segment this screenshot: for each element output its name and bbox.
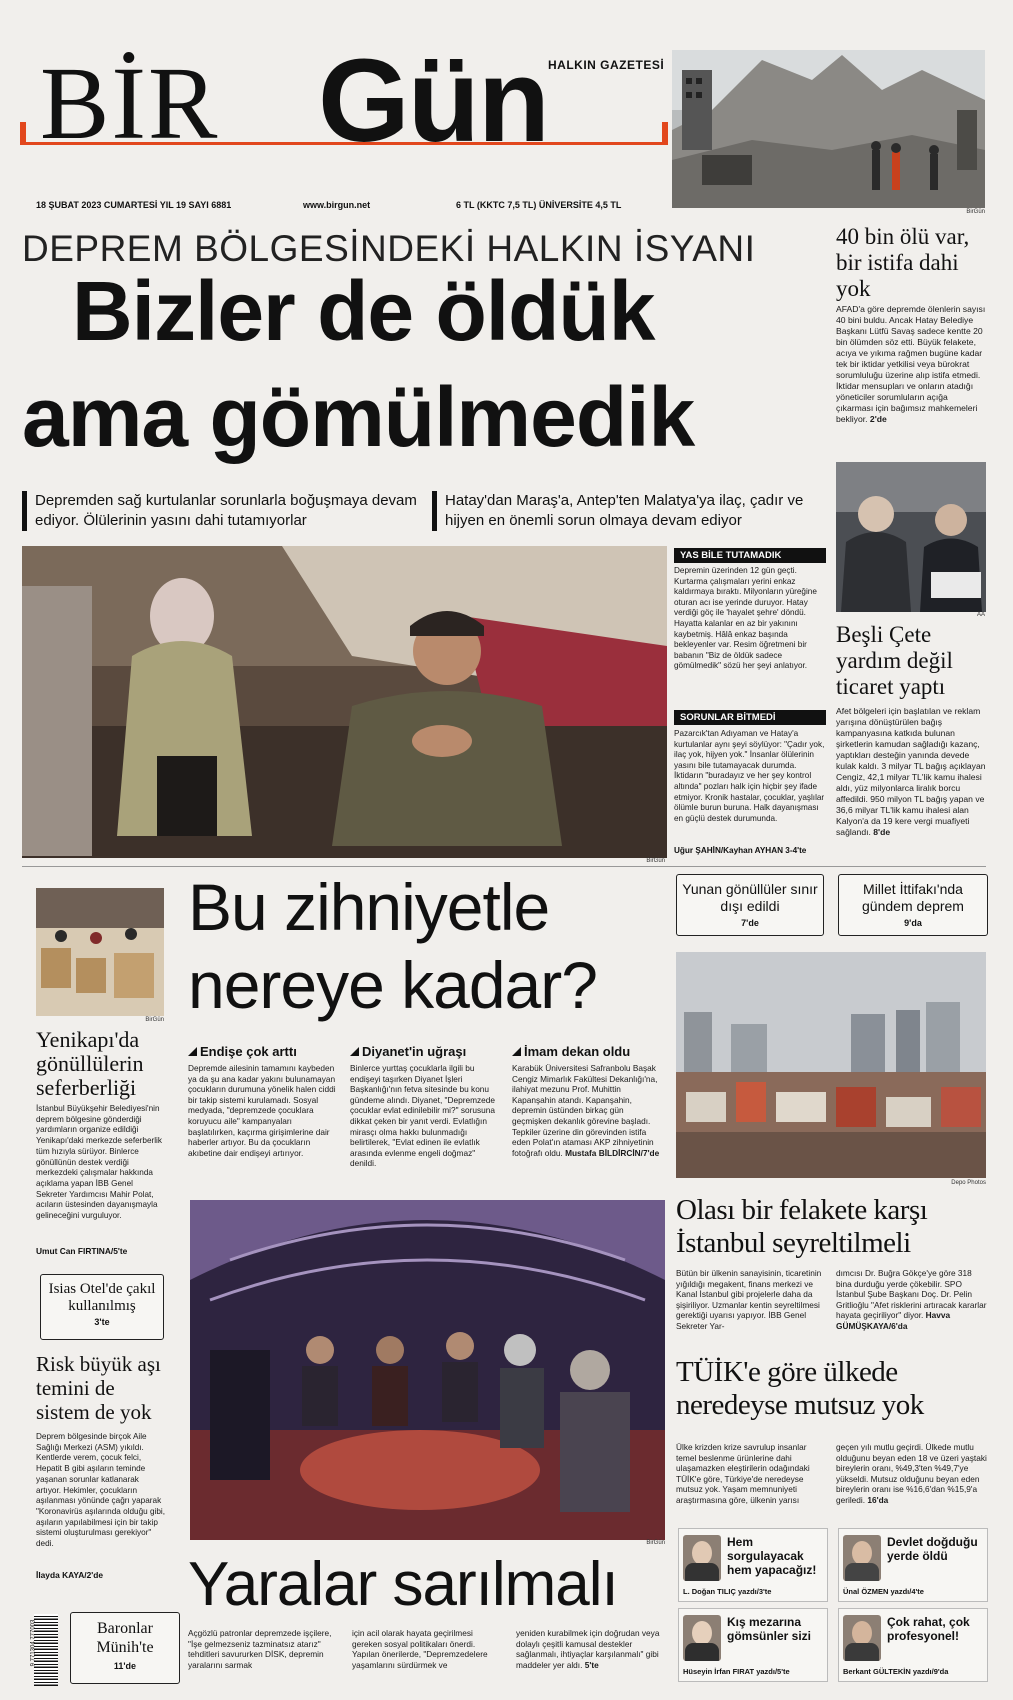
columnist-title-3: Kış mezarına gömsünler sizi (727, 1615, 812, 1643)
rubble-photo-credit: BirGün (966, 209, 985, 215)
columnist-title-4: Çok rahat, çok profesyonel! (887, 1615, 970, 1643)
columnist-card-1[interactable] (678, 1528, 828, 1602)
press-photo-credit: AA (976, 612, 985, 618)
millet-box[interactable] (838, 874, 988, 936)
right-top-text (836, 304, 986, 425)
tuik-headline: TÜİK'e göre ülkede neredeyse mutsuz yok (676, 1356, 924, 1421)
barcode-text: 9 771304 777003 (30, 1619, 37, 1667)
columnist-title-2: Devlet doğduğu yerde öldü (887, 1535, 978, 1563)
middle-headline: Bu zihniyetle nereye kadar? (188, 870, 597, 1022)
tuik-ref: 16'da (867, 1494, 889, 1505)
lead-headline-1: Bizler de öldük (72, 264, 655, 358)
tuik-text-right-body: geçen yılı mutlu geçirdi. Ülkede mutlu olduğunu beyan eden 18 ve üzeri yaştaki bireylerin oranı, %49,3'ten %49,7'ye yükseldi. Mutsuz olduğunu beyan eden bireylerin oranı ise %16,6'dan %15,9'a geriledi. (836, 1442, 987, 1505)
baronlar-box[interactable] (70, 1612, 180, 1684)
isias-box-ref: 3'te (94, 1317, 110, 1327)
middle-col-3-text (512, 1063, 664, 1158)
right-top-headline: 40 bin ölü var, bir istifa dahi yok (836, 224, 970, 301)
yunan-box-title: Yunan gönüllüler sınır dışı edildi (682, 881, 818, 914)
istanbul-text-right (836, 1268, 988, 1332)
millet-box-title: Millet İttifakı'nda gündem deprem (862, 881, 964, 914)
lead-side-text-2: Pazarcık'tan Adıyaman ve Hatay'a kurtulanlar aynı şeyi söylüyor: "Çadır yok, ilaç yok, hijyen yok." İnsanlar ölülerinin yasını bile tutamayacak durumda. İktidarın "buradayız ve her şey kontrol altında" pozları halk için hiçbir şey ifade etmiyor. Kronik hastalar, çocuklar, yaşlılar ölümle burun buruna. Halk dayanışması en güçlü destek durumunda. (674, 729, 825, 823)
logo-bold: Gün (318, 35, 548, 167)
middle-col-3 (512, 1044, 664, 1158)
website[interactable]: www.birgun.net (303, 200, 371, 210)
left-byline: Umut Can FIRTINA/5'te (36, 1246, 128, 1256)
columnist-card-3[interactable] (678, 1608, 828, 1682)
date-line: 18 ŞUBAT 2023 CUMARTESİ YIL 19 SAYI 6881 (36, 200, 232, 210)
lead-side-byline: Uğur ŞAHİN/Kayhan AYHAN 3-4'te (674, 846, 807, 855)
lead-kicker: DEPREM BÖLGESİNDEKİ HALKIN İSYANI (22, 228, 756, 269)
columnist-avatar (683, 1535, 721, 1581)
barcode (34, 1614, 58, 1686)
baronlar-box-title: Baronlar Münih'te (96, 1620, 154, 1656)
columnist-author-4: Berkant GÜLTEKİN yazdı/9'da (843, 1667, 949, 1676)
columnist-author-3: Hüseyin İrfan FIRAT yazdı/5'te (683, 1667, 790, 1676)
bottom-col-3-ref: 5'te (584, 1659, 599, 1670)
tagline: HALKIN GAZETESİ (548, 58, 665, 72)
columnist-avatar (843, 1615, 881, 1661)
rubble-photo (672, 50, 985, 208)
left-byline-2: İlayda KAYA/2'de (36, 1570, 104, 1580)
triangle-icon (512, 1047, 521, 1056)
columnist-avatar (843, 1535, 881, 1581)
volunteers-photo (36, 888, 164, 1016)
columnist-card-2[interactable] (838, 1528, 988, 1602)
lead-headline-2: ama gömülmedik (22, 370, 695, 464)
istanbul-byline: Havva GÜMÜŞKAYA/6'da (836, 1310, 951, 1331)
tuik-text-right (836, 1442, 988, 1506)
columnist-avatar (683, 1615, 721, 1661)
bottom-col-1: Açgözlü patronlar depremzede işçilere, "İşe gelmezseniz tazminatsız atarız" tehditleri savururken DİSK, depremin yaralarını sarmak (188, 1628, 332, 1670)
istanbul-photo-credit: Depo Photos (951, 1180, 986, 1186)
lead-sub-right (432, 491, 840, 531)
left-text: İstanbul Büyükşehir Belediyesi'nin deprem bölgesine gönderdiği yardımların organize edildiği Yenikapı'daki merkezde seferberlik tüm hızıyla sürüyor. Binlerce gönüllünün destek verdiği merkezdeki çalışmalar hakkında açıklama yapan İBB Genel Sekreter Yardımcısı Mahir Polat, acıların üstesinden dayanışmayla gelineceğini vurguluyor. (36, 1104, 162, 1221)
lead-photo-credit: BirGün (646, 858, 665, 864)
right-top-ref: 2'de (869, 414, 887, 424)
middle-col-1 (188, 1044, 336, 1158)
bottom-col-2: için acil olarak hayata geçirilmesi gereken sosyal politikaları önerdi. Yapılan önerilerde, "Depremzedelere yaşamlarını sürdürmek ve (352, 1628, 488, 1670)
divider (22, 866, 986, 867)
middle-col-3-byline: Mustafa BİLDİRCİN/7'de (565, 1147, 660, 1158)
istanbul-headline: Olası bir felakete karşı İstanbul seyreltilmeli (676, 1194, 928, 1259)
yunan-box-ref: 7'de (741, 918, 759, 928)
press-photo (836, 462, 986, 612)
middle-col-3-head-text: İmam dekan oldu (524, 1044, 631, 1059)
middle-col-3-text-body: Karabük Üniversitesi Safranbolu Başak Cengiz Mimarlık Fakültesi Dekanlığı'na, ilahiyat mezunu Prof. Muhittin Kapanşahin atandı. Kapanşahin, depremin üstünden birkaç gün geçmişken dekanlık görevine başladı. Tepkiler üzerine din görevinden istifa eden Polat'ın ataması AKP zihniyetinin fotoğrafı oldu. (512, 1063, 658, 1158)
middle-col-2-head-text: Diyanet'in uğraşı (362, 1044, 467, 1059)
right-top-text-body: AFAD'a göre depremde ölenlerin sayısı 40 bini buldu. Ancak Hatay Belediye Başkanı Lütfü Savaş sadece kentte 20 bin ölümden söz etti. Büyük felakete, acıya ve yıkıma rağmen bugüne kadar tek bir iktidar yetkilisi veya bürokrat sorumluluğu üzerine alıp istifa etmedi. İktidar mensupları ve onların atadığı yöneticiler sorumluların açığa çıkarması için bağımsız mahkemeleri bekliyor. (836, 304, 986, 424)
middle-col-2-head (350, 1044, 498, 1059)
columnist-title-1: Hem sorgulayacak hem yapacağız! (727, 1535, 817, 1577)
isias-box[interactable] (40, 1274, 164, 1340)
left-text-2: Deprem bölgesinde birçok Aile Sağlığı Merkezi (ASM) yıkıldı. Kentlerde verem, çocuk felci, Hepatit B gibi aşıların teminde yaşanan sorunlar katlanarak artıyor. Hekimler, çocukların aşılanması yönünde çağrı yaparak "Koronavirüs aşılarında olduğu gibi, aşıların yapılabilmesi için bir takip sistemi oluşturulması gerekiyor" dedi. (36, 1432, 165, 1549)
bottom-headline: Yaralar sarılmalı (188, 1550, 618, 1619)
middle-col-2 (350, 1044, 498, 1169)
masthead (18, 35, 668, 210)
lead-sub-left (22, 491, 430, 531)
lead-sub-right-text: Hatay'dan Maraş'a, Antep'ten Malatya'ya ilaç, çadır ve hijyen en önemli sorun olmaya devam ediyor (445, 492, 804, 529)
tent-photo (190, 1200, 665, 1540)
isias-box-title: Isias Otel'de çakıl kullanılmış (48, 1281, 156, 1314)
middle-col-3-head (512, 1044, 664, 1059)
middle-col-2-text: Binlerce yurttaş çocuklarla ilgili bu endişeyi taşırken Diyanet İşleri Başkanlığı'nın fetva sitesinde bu konu gündeme alındı. Diyanet, "Depremzede çocuklar evlat edinilebilir mi?" sorusuna dikkat çeken bir yanıt verdi. Evlatlığın mirasçı olma hakkı bulunmadığı belirtilerek, "Evlat edinen ile evlatlık arasında evlenme engeli doğmaz" denildi. (350, 1063, 495, 1169)
lead-sub-left-text: Depremden sağ kurtulanlar sorunlarla boğuşmaya devam ediyor. Ölülerinin yasını dahi tutamıyorlar (35, 492, 417, 529)
columnist-card-4[interactable] (838, 1608, 988, 1682)
lead-side-head-1: YAS BİLE TUTAMADIK (674, 548, 826, 563)
price: 6 TL (KKTC 7,5 TL) ÜNİVERSİTE 4,5 TL (456, 200, 622, 210)
middle-col-1-head-text: Endişe çok arttı (200, 1044, 297, 1059)
bottom-col-3 (516, 1628, 664, 1670)
yunan-box[interactable] (676, 874, 824, 936)
tuik-text-left: Ülke krizden krize savrulup insanlar temel beslenme ürünlerine dahi ulaşamazken eleştirilerin odağındaki TÜİK'e göre, Türkiye'de neredeyse mutsuz yok. Yaşam memnuniyeti araştırmasına göre, ülkenin yarısı (676, 1442, 810, 1505)
bottom-col-3-body: yeniden kurabilmek için doğrudan veya dolaylı çeşitli kamusal destekler sağlanmalı, ihtiyaçlar karşılanmalı" gibi maddeler yer aldı. (516, 1628, 660, 1670)
right-top-headline-2: Beşli Çete yardım değil ticaret yaptı (836, 622, 953, 699)
left-headline-2: Risk büyük aşı temini de sistem de yok (36, 1352, 161, 1424)
columnist-author-1: L. Doğan TILIÇ yazdı/3'te (683, 1587, 772, 1596)
lead-photo (22, 546, 667, 858)
tent-photo-credit: BirGün (646, 1540, 665, 1546)
istanbul-text-left: Bütün bir ülkenin sanayisinin, ticaretinin yığıldığı megakent, finans merkezi ve Kanal İstanbul gibi projelerle daha da şişiriliyor. Uzmanlar kentin seyreltilmesi gerektiği uyarısı yapıyor. İBB Genel Sekreter Yar- (676, 1268, 822, 1331)
volunteers-photo-credit: BirGün (145, 1017, 164, 1023)
right-top-text-2 (836, 706, 986, 838)
triangle-icon (188, 1047, 197, 1056)
lead-side-column (674, 548, 826, 858)
baronlar-box-ref: 11'de (113, 1661, 137, 1671)
left-headline: Yenikapı'da gönüllülerin seferberliği (36, 1027, 144, 1100)
triangle-icon (350, 1047, 359, 1056)
istanbul-photo (676, 952, 986, 1178)
middle-col-1-head (188, 1044, 336, 1059)
lead-side-head-2: SORUNLAR BİTMEDİ (674, 710, 826, 725)
istanbul-text-right-body: dımcısı Dr. Buğra Gökçe'ye göre 318 bina durduğu yerde çökebilir. SPO İstanbul Şube Başkanı Doç. Dr. Pelin Gritlioğlu "Afet risklerini artıracak kararlar hayata geçiriliyor" diyor. (836, 1268, 987, 1321)
right-top-ref-2: 8'de (873, 827, 891, 837)
millet-box-ref: 9'da (904, 918, 922, 928)
lead-side-text-1: Depremin üzerinden 12 gün geçti. Kurtarma çalışmaları yerini enkaz kaldırmaya bıraktı. Milyonların yüreğine oturan acı ise yerinde duruyor. Hatay verdiği göç ile 'hayalet şehre' döndü. Hayatta kalanlar en az bir yakınını kaybetmiş. Hâlâ enkaz başında bekleyenler var. Resim öğretmeni bir babanın "Biz de öldük sadece gömülmedik" sözü her şeyi anlatıyor. (674, 566, 817, 671)
right-top-text-2-body: Afet bölgeleri için başlatılan ve reklam yarışına dönüştürülen bağış kampanyasına katkıda bulunan şirketlerin kamudan sağladığı kazanç, yaptıkları desteğin yanında devede kulak kaldı. 3 milyar TL bağış açıklayan Cengiz, 42,1 milyar TL'lik kamu ihalesi aldı, yüz milyonlarca liralık borcu affedildi. 950 milyon TL bağış yapan ve 36,6 milyar TL'lik kamu ihalesi alan Kalyon'a da 19 kere vergi muafiyeti sağlandı. (836, 706, 986, 837)
columnist-author-2: Ünal ÖZMEN yazdı/4'te (843, 1587, 924, 1596)
middle-col-1-text: Depremde ailesinin tamamını kaybeden ya da şu ana kadar yakını bulunamayan çocukların durumuna yönelik halen ciddi bir takip sistemi kurulamadı. Sosyal medyada, "depremzede çocuklara koruyucu aile" kampanyaları başlatılırken, kaçırma girişimlerine dair haberler artıyor. Bu da çocukların akıbetine dair endişeyi artırıyor. (188, 1063, 336, 1158)
logo-thin: BİR (40, 46, 220, 161)
